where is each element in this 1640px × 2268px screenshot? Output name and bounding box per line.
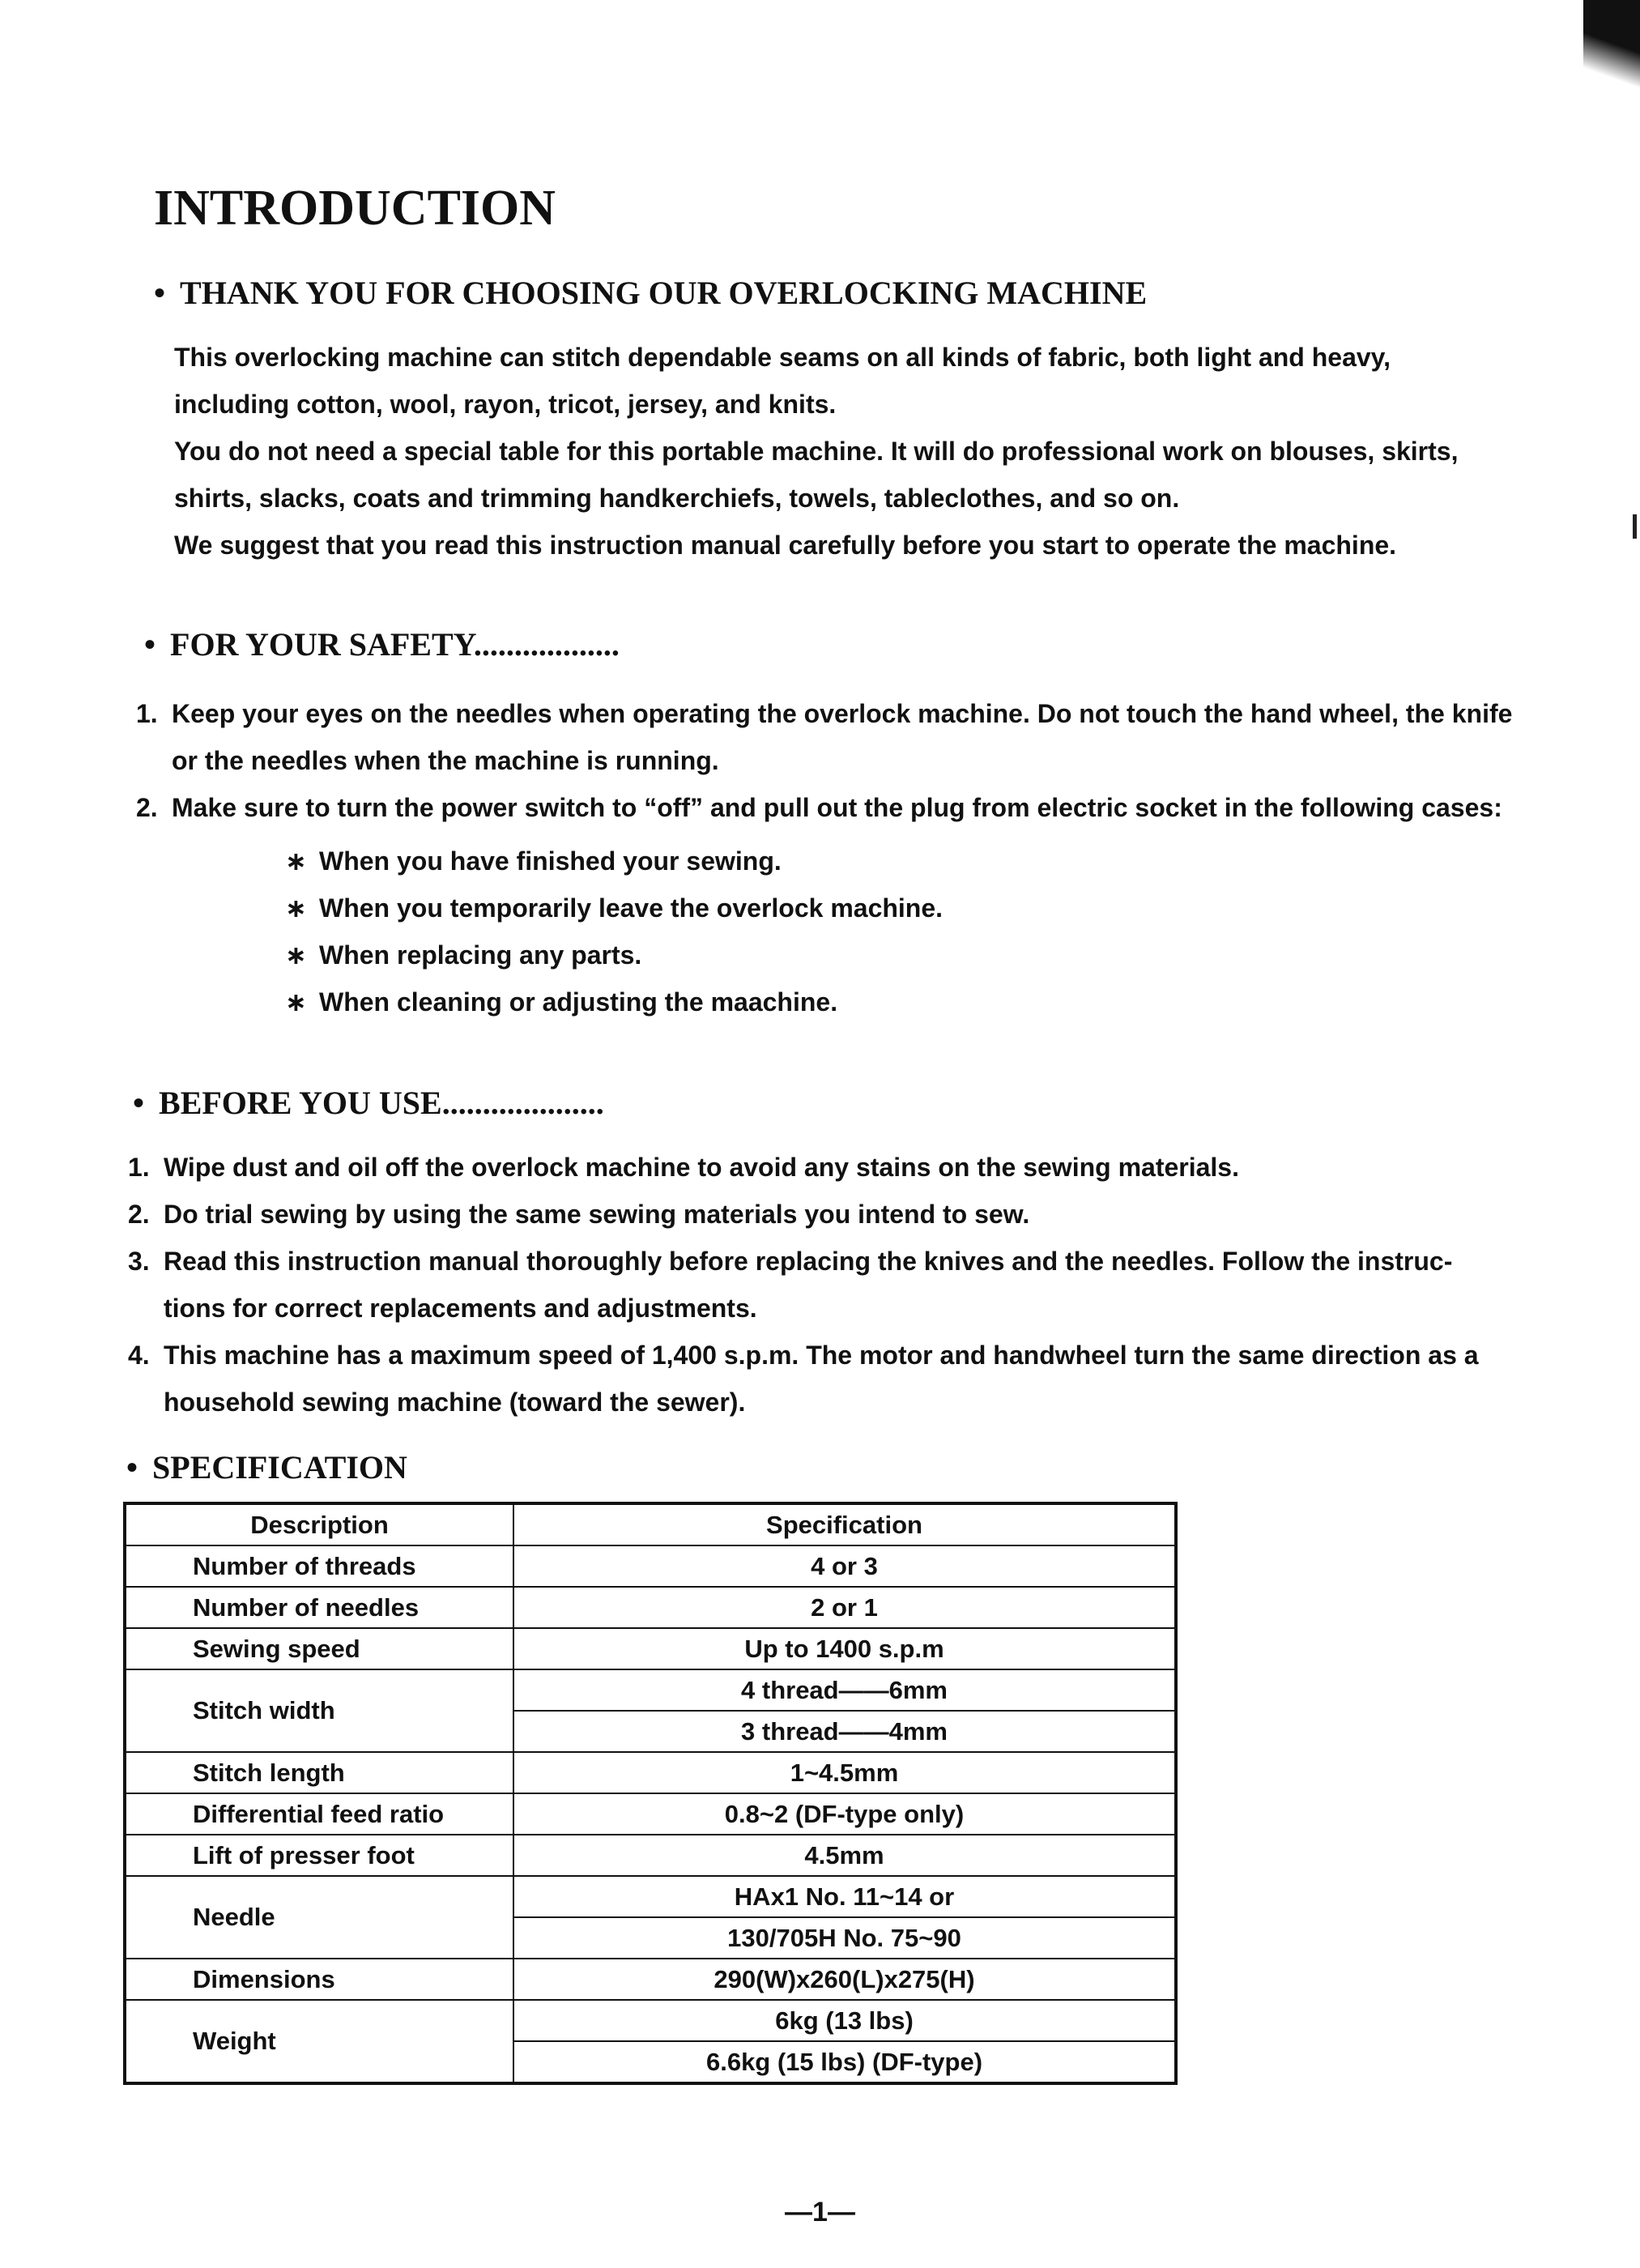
page-number: —1— xyxy=(785,2197,855,2228)
case-text: When you have finished your sewing. xyxy=(319,846,782,876)
item-number: 1. xyxy=(128,1153,150,1182)
case-item xyxy=(172,838,1512,885)
table-row xyxy=(125,1835,1176,1876)
before-list xyxy=(128,1144,1479,1426)
item-number: 1. xyxy=(136,699,158,728)
before-item-1 xyxy=(128,1144,1479,1191)
spec-heading xyxy=(126,1448,407,1486)
table-cell-value: Up to 1400 s.p.m xyxy=(513,1628,1176,1669)
table-cell-value: HAx1 No. 11~14 or xyxy=(513,1876,1176,1917)
item-line: This machine has a maximum speed of 1,400 s.p.m. The motor and handwheel turn the same direction as a xyxy=(164,1341,1479,1370)
safety-heading-text: FOR YOUR SAFETY.................. xyxy=(170,626,620,663)
table-cell-value: 3 thread——4mm xyxy=(513,1711,1176,1752)
asterisk-icon: ∗ xyxy=(285,987,307,1017)
safety-cases xyxy=(172,838,1512,1025)
table-cell-desc: Lift of presser foot xyxy=(125,1835,513,1876)
safety-item-2 xyxy=(136,784,1512,1025)
asterisk-icon: ∗ xyxy=(285,940,307,970)
item-number: 3. xyxy=(128,1247,150,1276)
item-number: 2. xyxy=(128,1200,150,1229)
table-cell-value: 4 thread——6mm xyxy=(513,1669,1176,1711)
column-header: Specification xyxy=(513,1503,1176,1545)
before-item-2 xyxy=(128,1191,1479,1238)
before-item-4 xyxy=(128,1332,1479,1426)
table-row xyxy=(125,2000,1176,2041)
thanks-heading-text: THANK YOU FOR CHOOSING OUR OVERLOCKING MACHINE xyxy=(180,275,1148,311)
before-heading-text: BEFORE YOU USE.................... xyxy=(159,1085,604,1121)
table-row xyxy=(125,1876,1176,1917)
table-row xyxy=(125,1959,1176,2000)
case-item xyxy=(172,932,1512,978)
table-cell-value: 6.6kg (15 lbs) (DF-type) xyxy=(513,2041,1176,2083)
table-cell-desc: Sewing speed xyxy=(125,1628,513,1669)
spec-table xyxy=(123,1502,1178,2085)
spec-heading-text: SPECIFICATION xyxy=(152,1449,407,1486)
table-cell-value: 6kg (13 lbs) xyxy=(513,2000,1176,2041)
case-text: When cleaning or adjusting the maachine. xyxy=(319,987,838,1017)
table-cell-value: 130/705H No. 75~90 xyxy=(513,1917,1176,1959)
table-row xyxy=(125,1628,1176,1669)
safety-list xyxy=(136,690,1513,1025)
table-cell-desc: Number of needles xyxy=(125,1587,513,1628)
table-header-row xyxy=(125,1503,1176,1545)
paragraph-line: shirts, slacks, coats and trimming handkerchiefs, towels, tableclothes, and so on. xyxy=(174,484,1180,513)
paragraph-line: We suggest that you read this instruction manual carefully before you start to operate the machine. xyxy=(174,531,1397,560)
page-title: INTRODUCTION xyxy=(154,181,556,236)
case-item xyxy=(172,885,1512,932)
table-cell-value: 4 or 3 xyxy=(513,1545,1176,1587)
table-row xyxy=(125,1545,1176,1587)
scan-edge-mark xyxy=(1633,514,1637,539)
item-line: tions for correct replacements and adjustments. xyxy=(164,1294,757,1323)
item-number: 2. xyxy=(136,793,158,822)
table-cell-value: 290(W)x260(L)x275(H) xyxy=(513,1959,1176,2000)
item-line: Do trial sewing by using the same sewing materials you intend to sew. xyxy=(164,1200,1030,1229)
bullet-icon: • xyxy=(144,626,156,663)
thanks-paragraph xyxy=(174,334,1458,569)
scan-edge-shadow xyxy=(1583,0,1640,97)
paragraph-line: This overlocking machine can stitch dependable seams on all kinds of fabric, both light and heavy, xyxy=(174,343,1391,372)
column-header: Description xyxy=(125,1503,513,1545)
before-heading xyxy=(133,1084,604,1122)
safety-heading xyxy=(144,625,620,663)
table-cell-desc: Number of threads xyxy=(125,1545,513,1587)
table-row xyxy=(125,1669,1176,1711)
table-row xyxy=(125,1587,1176,1628)
item-line: household sewing machine (toward the sewer). xyxy=(164,1388,746,1417)
item-line: Wipe dust and oil off the overlock machine to avoid any stains on the sewing materials. xyxy=(164,1153,1239,1182)
paragraph-line: including cotton, wool, rayon, tricot, jersey, and knits. xyxy=(174,390,837,419)
paragraph-line: You do not need a special table for this portable machine. It will do professional work on blouses, skirts, xyxy=(174,437,1459,466)
table-cell-desc: Needle xyxy=(125,1876,513,1959)
bullet-icon: • xyxy=(133,1085,145,1121)
table-cell-value: 1~4.5mm xyxy=(513,1752,1176,1793)
table-cell-value: 0.8~2 (DF-type only) xyxy=(513,1793,1176,1835)
case-text: When you temporarily leave the overlock machine. xyxy=(319,893,944,923)
item-line: or the needles when the machine is running. xyxy=(172,746,719,775)
case-text: When replacing any parts. xyxy=(319,940,642,970)
table-row xyxy=(125,1793,1176,1835)
thanks-heading xyxy=(154,274,1147,312)
asterisk-icon: ∗ xyxy=(285,893,307,923)
table-cell-desc: Weight xyxy=(125,2000,513,2083)
item-line: Make sure to turn the power switch to “off” and pull out the plug from electric socket in the following cases: xyxy=(172,793,1502,822)
table-cell-desc: Dimensions xyxy=(125,1959,513,2000)
bullet-icon: • xyxy=(126,1449,138,1486)
table-cell-desc: Stitch length xyxy=(125,1752,513,1793)
before-item-3 xyxy=(128,1238,1479,1332)
table-cell-desc: Differential feed ratio xyxy=(125,1793,513,1835)
asterisk-icon: ∗ xyxy=(285,846,307,876)
safety-item-1 xyxy=(136,690,1513,784)
table-row xyxy=(125,1752,1176,1793)
bullet-icon: • xyxy=(154,275,166,311)
table-cell-desc: Stitch width xyxy=(125,1669,513,1752)
case-item xyxy=(172,978,1512,1025)
item-line: Read this instruction manual thoroughly before replacing the knives and the needles. Follow the instruc- xyxy=(164,1247,1453,1276)
table-cell-value: 2 or 1 xyxy=(513,1587,1176,1628)
item-line: Keep your eyes on the needles when operating the overlock machine. Do not touch the hand wheel, the knife xyxy=(172,699,1513,728)
table-cell-value: 4.5mm xyxy=(513,1835,1176,1876)
item-number: 4. xyxy=(128,1341,150,1370)
